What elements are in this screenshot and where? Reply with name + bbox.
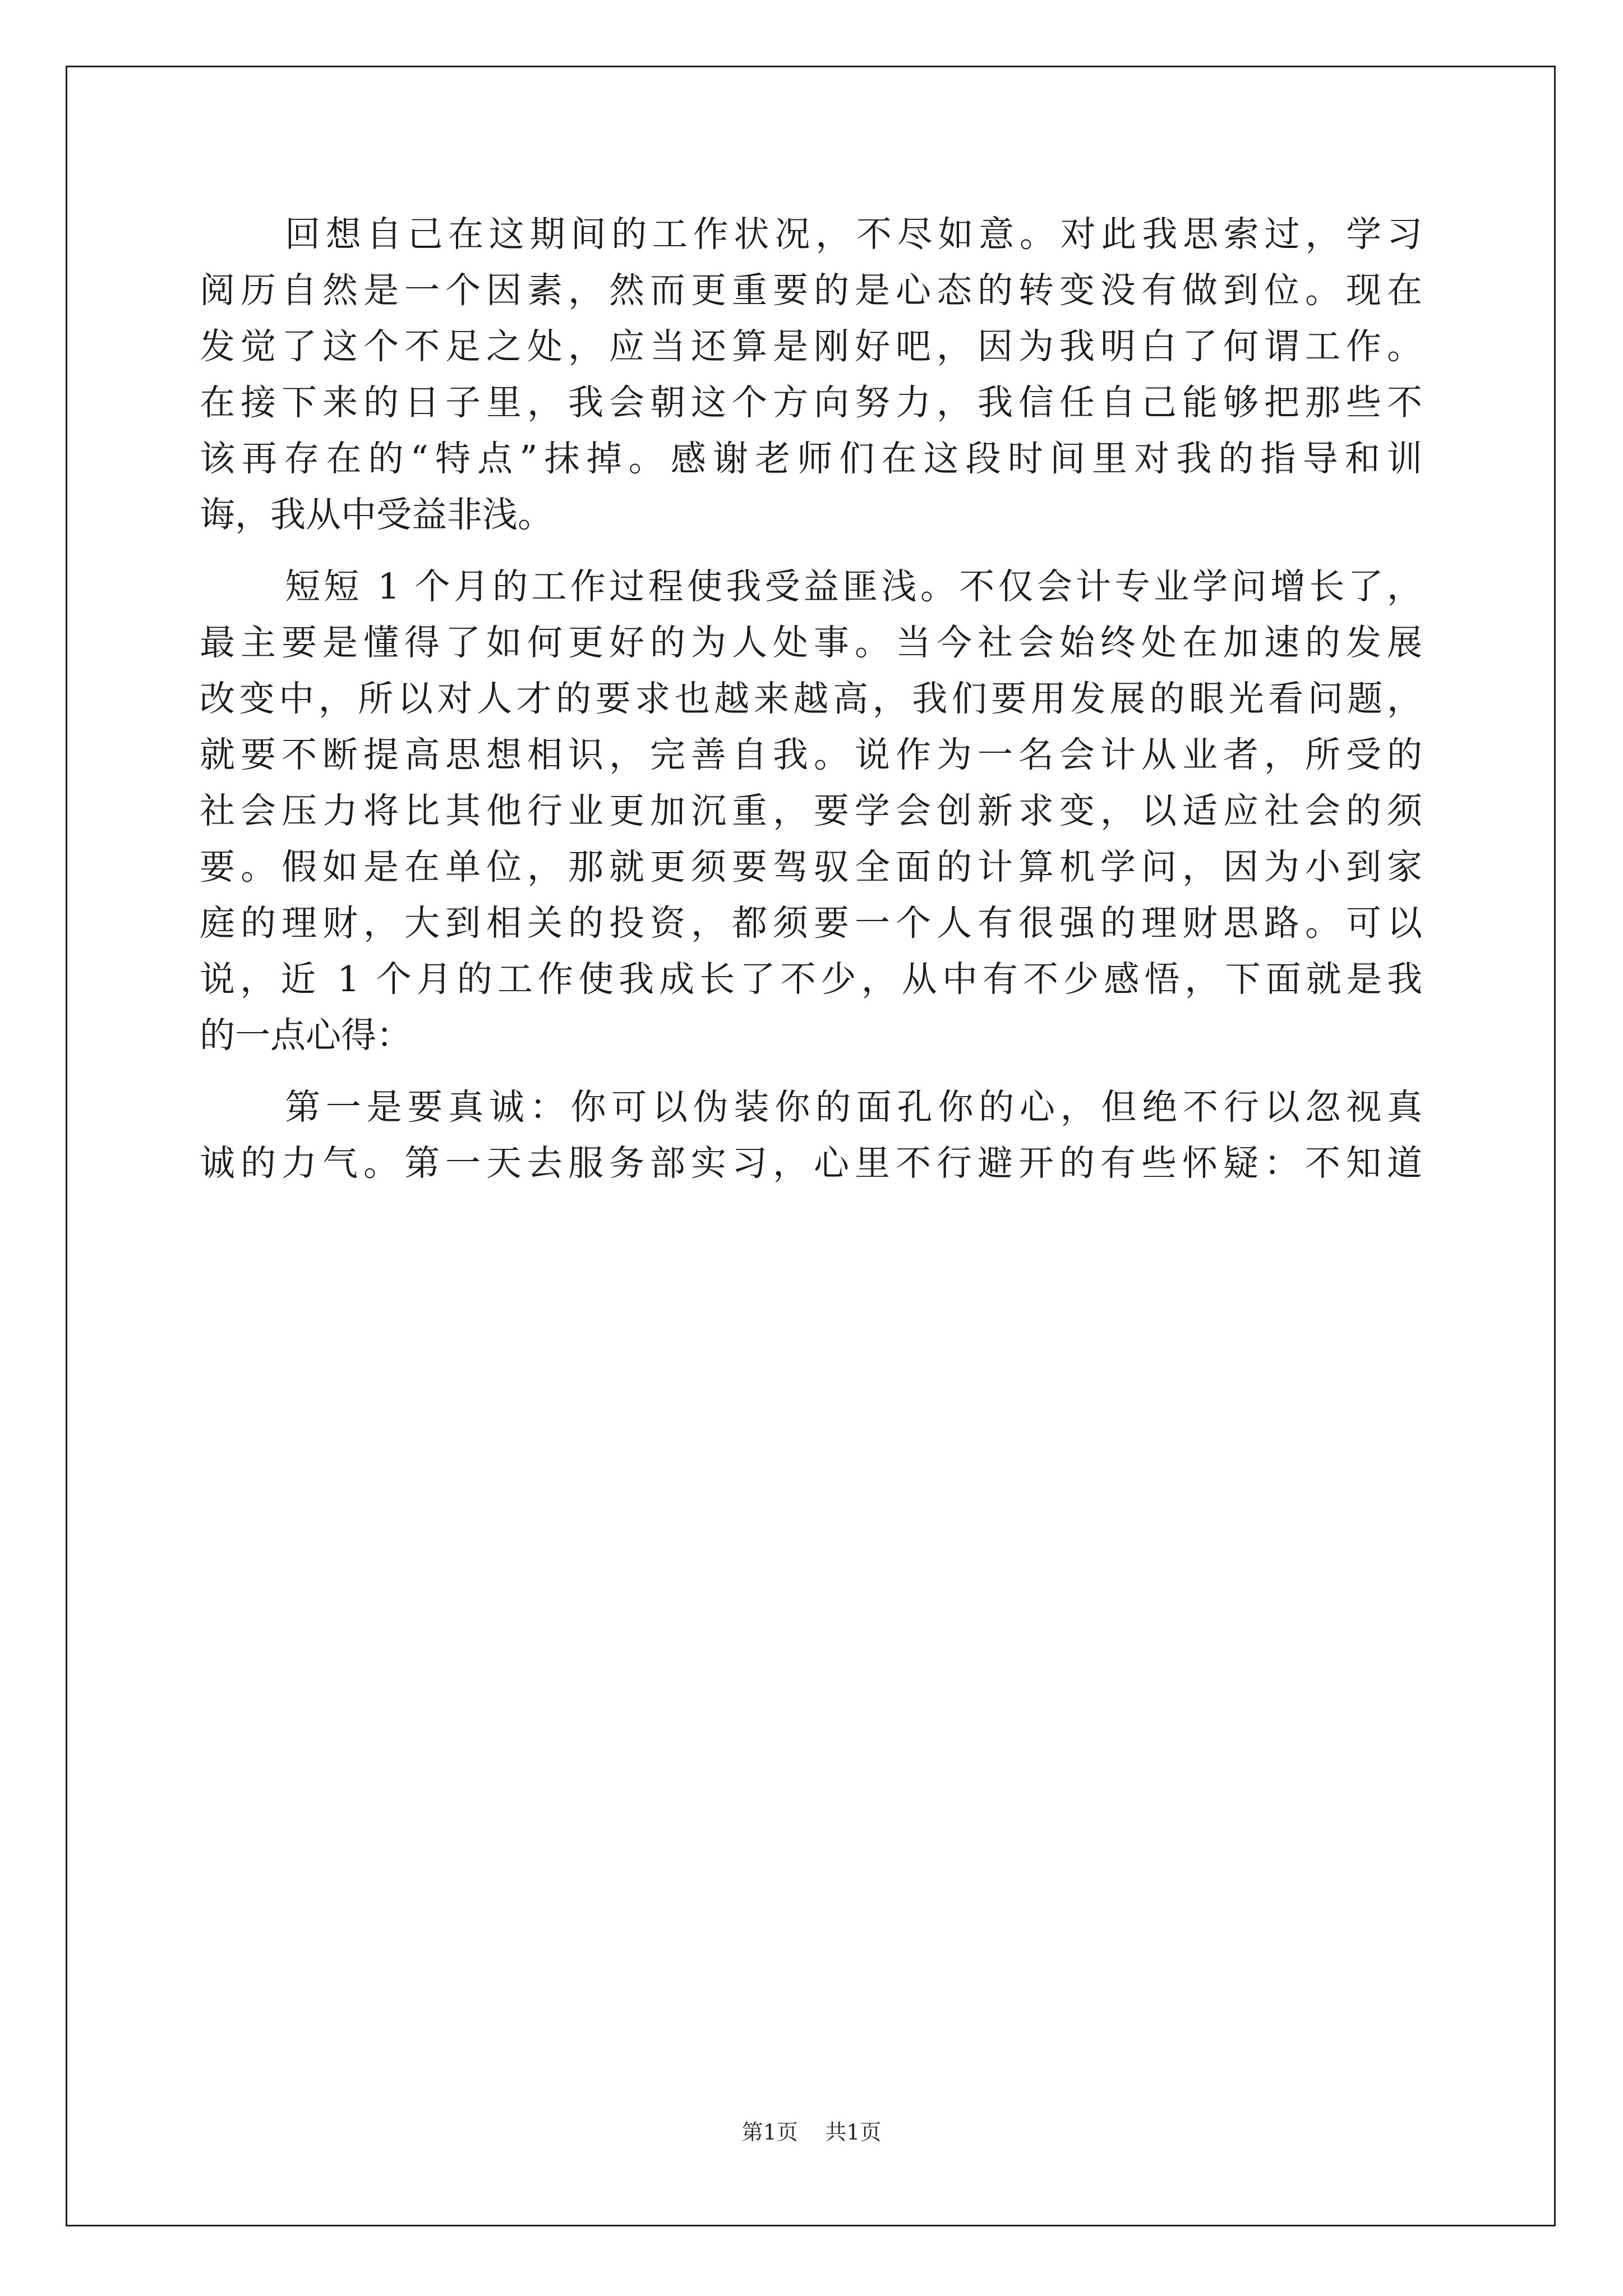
paragraph-2-line-3: 改变中，所以对人才的要求也越来越高，我们要用发展的眼光看问题， <box>200 678 1422 719</box>
paragraph-2-line-2: 最主要是懂得了如何更好的为人处事。当今社会始终处在加速的发展 <box>200 622 1422 663</box>
paragraph-1-line-2: 阅历自然是一个因素，然而更重要的是心态的转变没有做到位。现在 <box>200 270 1422 311</box>
page-footer <box>0 2115 1623 2146</box>
paragraph-1-line-4: 在接下来的日子里，我会朝这个方向努力，我信任自己能够把那些不 <box>200 382 1422 423</box>
paragraph-2-line-8: 说，近 1 个月的工作使我成长了不少，从中有不少感悟，下面就是我 <box>200 959 1422 1000</box>
paragraph-1-line-3: 发觉了这个不足之处，应当还算是刚好吧，因为我明白了何谓工作。 <box>200 326 1422 367</box>
paragraph-1-line-6: 诲，我从中受益非浅。 <box>200 494 553 535</box>
paragraph-1-line-5: 该再存在的“特点”抹掉。感谢老师们在这段时间里对我的指导和训 <box>200 438 1422 479</box>
document-body <box>200 206 1422 1191</box>
paragraph-2-line-7: 庭的理财，大到相关的投资，都须要一个人有很强的理财思路。可以 <box>200 903 1422 944</box>
paragraph-2-line-6: 要。假如是在单位，那就更须要驾驭全面的计算机学问，因为小到家 <box>200 846 1422 887</box>
page-number-label: 第1页 共1页 <box>741 2120 882 2145</box>
paragraph-2-line-4: 就要不断提高思想相识，完善自我。说作为一名会计从业者，所受的 <box>200 734 1422 775</box>
paragraph-2-line-9: 的一点心得： <box>200 1015 412 1056</box>
paragraph-2-line-5: 社会压力将比其他行业更加沉重，要学会创新求变，以适应社会的须 <box>200 790 1422 831</box>
paragraph-3-line-1: 第一是要真诚：你可以伪装你的面孔你的心，但绝不行以忽视真 <box>285 1087 1422 1128</box>
paragraph-3-line-2: 诚的力气。第一天去服务部实习，心里不行避开的有些怀疑：不知道 <box>200 1143 1422 1184</box>
paragraph-1-line-1: 回想自己在这期间的工作状况，不尽如意。对此我思索过，学习 <box>285 214 1422 255</box>
paragraph-2-line-1: 短短 1 个月的工作过程使我受益匪浅。不仅会计专业学问增长了， <box>285 566 1422 607</box>
